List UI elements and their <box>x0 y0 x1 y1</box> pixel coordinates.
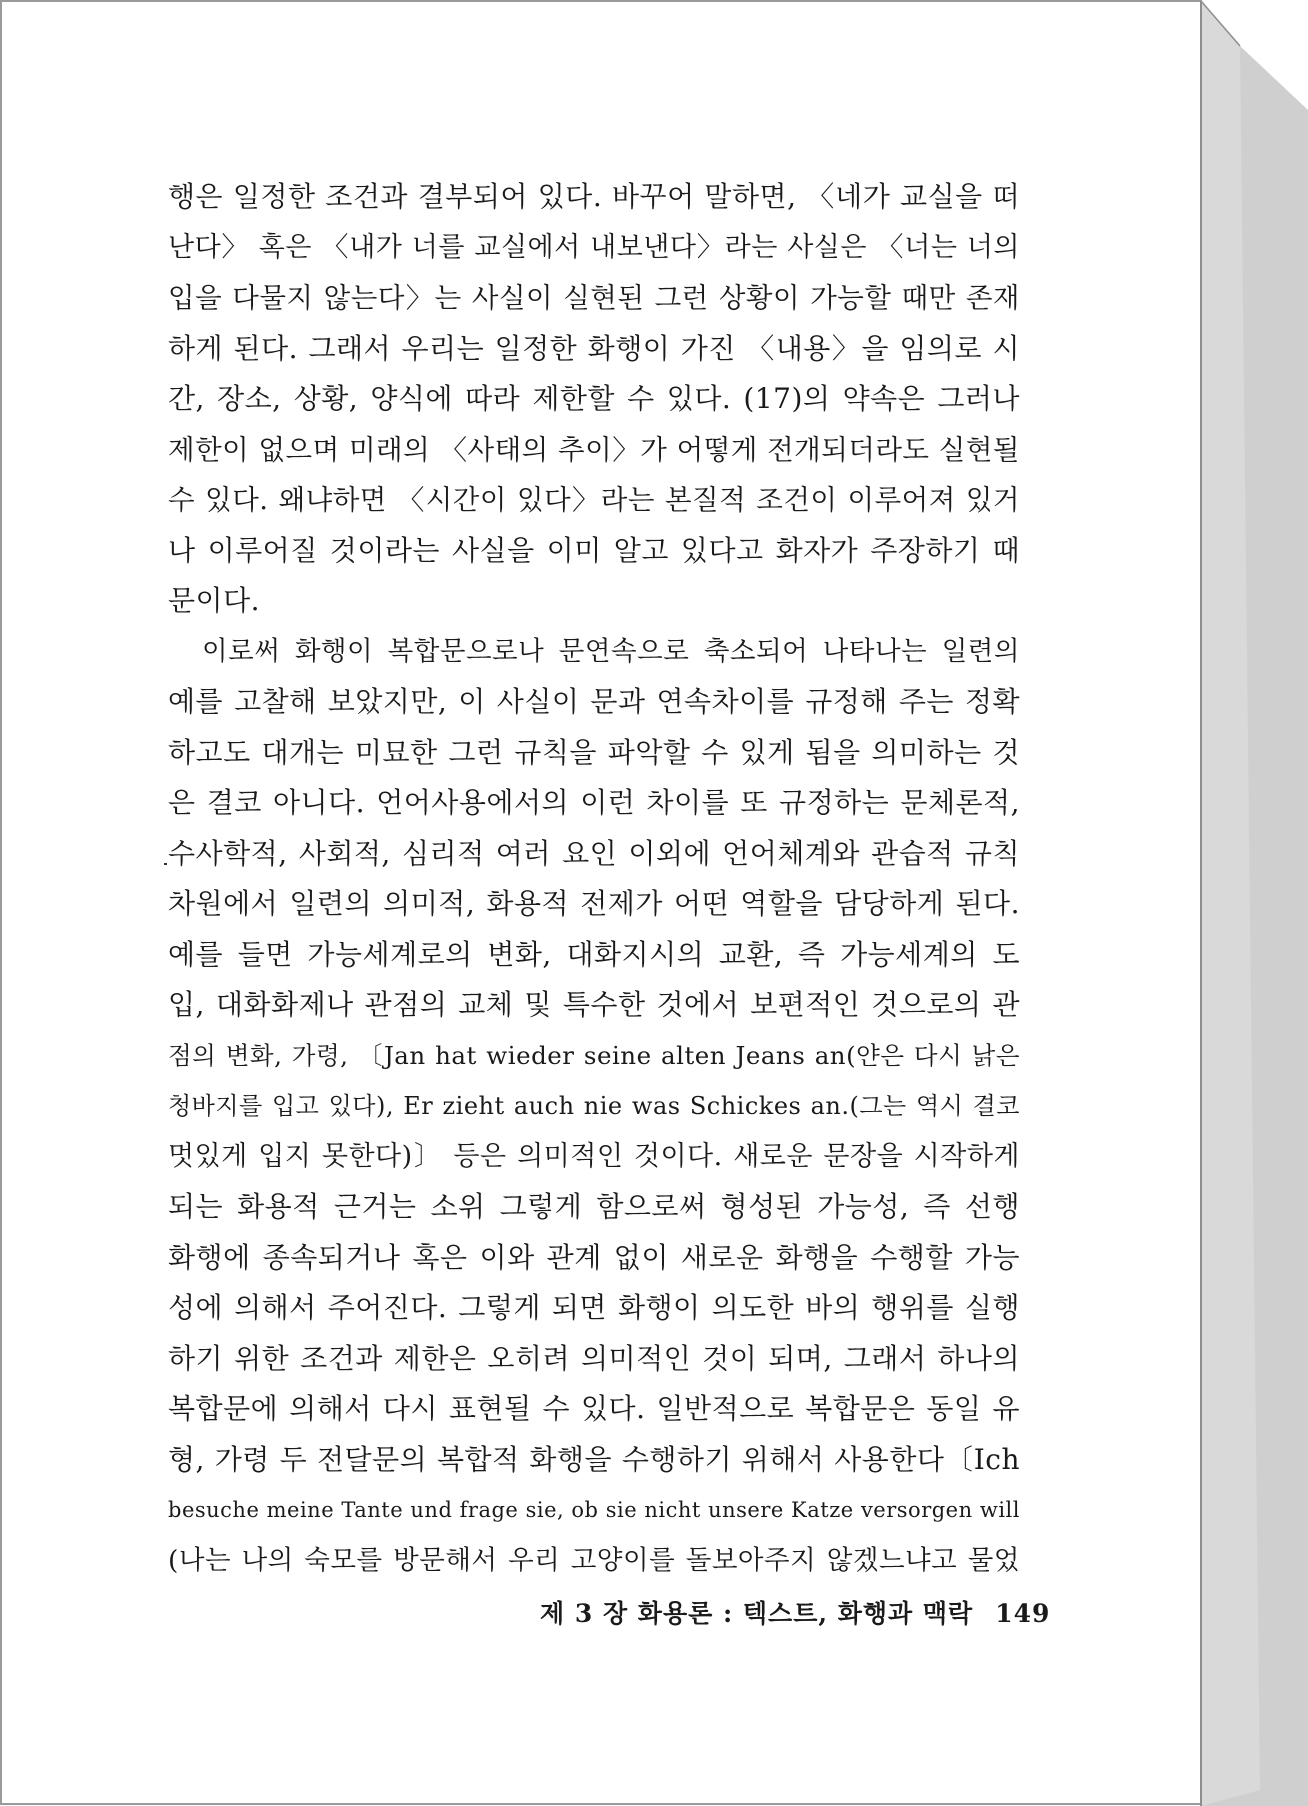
text-line: 멋있게 입지 못한다)〕 등은 의미적인 것이다. 새로운 문장을 시작하게 <box>168 1140 1020 1172</box>
text-line: 화행에 종속되거나 혹은 이와 관계 없이 새로운 화행을 수행할 가능 <box>168 1240 1020 1274</box>
text-line: 하고도 대개는 미묘한 그런 규칙을 파악할 수 있게 됨을 의미하는 것 <box>168 735 1020 769</box>
text-line: 행은 일정한 조건과 결부되어 있다. 바꾸어 말하면, 〈네가 교실을 떠 <box>168 180 1020 213</box>
text-line: 수사학적, 사회적, 심리적 여러 요인 이외에 언어체계와 관습적 규칙 <box>168 836 1020 870</box>
text-line: 하게 된다. 그래서 우리는 일정한 화행이 가진 〈내용〉을 임의로 시 <box>168 331 1020 365</box>
text-line: 되는 화용적 근거는 소위 그렇게 함으로써 형성된 가능성, 즉 선행 <box>168 1190 1020 1223</box>
text-line: 간, 장소, 상황, 양식에 따라 제한할 수 있다. (17)의 약속은 그러나 <box>168 382 1020 415</box>
text-line: 예를 고찰해 보았지만, 이 사실이 문과 연속차이를 규정해 주는 정확 <box>168 685 1020 718</box>
text-line: 제한이 없으며 미래의 〈사태의 추이〉가 어떻게 전개되더라도 실현될 <box>168 433 1020 466</box>
text-line: 차원에서 일련의 의미적, 화용적 전제가 어떤 역할을 담당하게 된다. <box>168 887 1020 920</box>
text-line: 입, 대화화제나 관점의 교체 및 특수한 것에서 보편적인 것으로의 관 <box>168 988 1020 1021</box>
text-line: 청바지를 입고 있다), Er zieht auch nie was Schickes an.(그는 역시 결코 <box>168 1092 1020 1120</box>
text-line: (나는 나의 숙모를 방문해서 우리 고양이를 돌보아주지 않겠느냐고 물었 <box>168 1544 1020 1576</box>
text-line: 난다〉 혹은 〈내가 너를 교실에서 내보낸다〉라는 사실은 〈너는 너의 <box>168 231 1020 263</box>
text-line: 수 있다. 왜냐하면 〈시간이 있다〉라는 본질적 조건이 이루어져 있거 <box>168 484 1020 516</box>
running-footer <box>540 1594 1051 1630</box>
text-line: 나 이루어질 것이라는 사실을 이미 알고 있다고 화자가 주장하기 때 <box>168 533 1020 567</box>
body-text <box>168 172 1020 1586</box>
text-line: 문이다. <box>168 584 261 617</box>
text-line: besuche meine Tante und frage sie, ob sie nicht unsere Katze versorgen will <box>168 1498 1020 1522</box>
text-line: 성에 의해서 주어진다. 그렇게 되면 화행이 의도한 바의 행위를 실행 <box>168 1291 1020 1324</box>
text-line: 이로써 화행이 복합문으로나 문연속으로 축소되어 나타나는 일련의 <box>202 635 1020 667</box>
chapter-title: 제 3 장 화용론 : 텍스트, 화행과 맥락 <box>540 1599 974 1628</box>
text-line: 복합문에 의해서 다시 표현될 수 있다. 일반적으로 복합문은 동일 유 <box>168 1392 1020 1425</box>
text-line: 예를 들면 가능세계로의 변화, 대화지시의 교환, 즉 가능세계의 도 <box>168 937 1020 971</box>
text-line: 은 결코 아니다. 언어사용에서의 이런 차이를 또 규정하는 문체론적, <box>168 786 1020 819</box>
page-number: 149 <box>995 1599 1051 1628</box>
text-line: 형, 가령 두 전달문의 복합적 화행을 수행하기 위해서 사용한다〔Ich <box>168 1442 1020 1476</box>
text-line: 점의 변화, 가령, 〔Jan hat wieder seine alten Jeans an(얀은 다시 낡은 <box>168 1040 1020 1070</box>
text-line: 입을 다물지 않는다〉는 사실이 실현된 그런 상황이 가능할 때만 존재 <box>168 282 1020 314</box>
text-line: 하기 위한 조건과 제한은 오히려 의미적인 것이 되며, 그래서 하나의 <box>168 1341 1020 1375</box>
margin-mark <box>164 863 167 865</box>
